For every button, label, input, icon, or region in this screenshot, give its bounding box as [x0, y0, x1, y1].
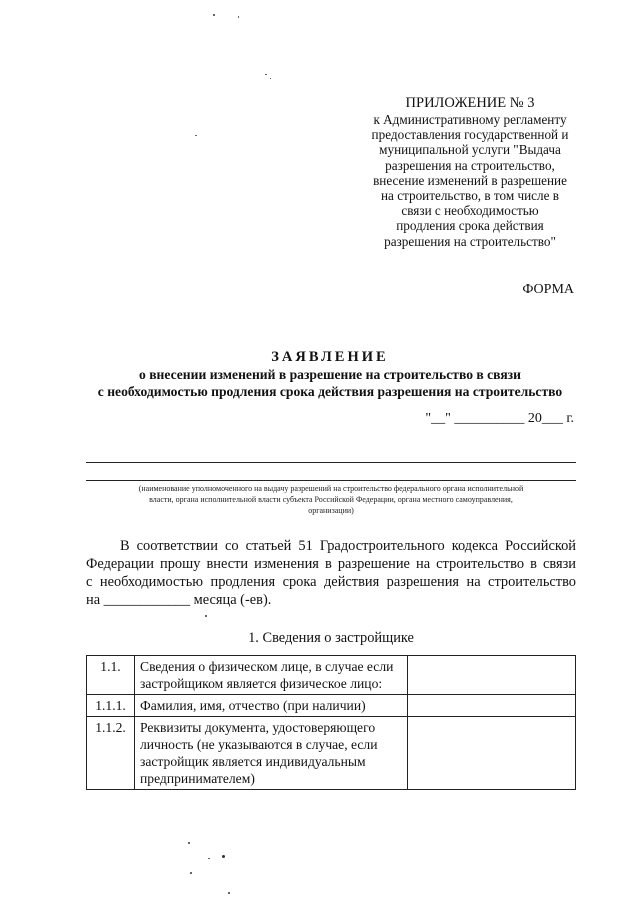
row-number: 1.1.1. [87, 695, 135, 717]
scan-speck [270, 78, 271, 79]
scan-speck [190, 872, 192, 874]
row-value-cell[interactable] [408, 717, 576, 790]
appendix-line: продления срока действия [396, 218, 544, 234]
scan-speck [205, 615, 207, 617]
row-label-line: личность (не указываются в случае, если [140, 737, 378, 752]
authority-blank-line [86, 462, 576, 463]
row-label [135, 656, 408, 695]
scan-speck [222, 855, 225, 858]
row-number: 1.1.2. [87, 717, 135, 790]
paragraph-line: с необходимостью продления срока действия разрешения на строительство [86, 574, 576, 590]
row-label-line: застройщиком является физическое лицо: [140, 676, 383, 691]
appendix-line: муниципальной услуги "Выдача [379, 142, 561, 158]
row-label-line: предпринимателем) [140, 771, 255, 786]
title-subline: с необходимостью продления срока действия разрешения на строительство [97, 384, 563, 399]
appendix-line: к Административному регламенту [373, 112, 567, 127]
caption-line: (наименование уполномоченного на выдачу разрешений на строительство федерального органа исполнительной [138, 484, 524, 493]
row-value-cell[interactable] [408, 656, 576, 695]
caption-line: организации) [308, 506, 354, 515]
row-label-line: Фамилия, имя, отчество (при наличии) [140, 698, 366, 713]
table-row [87, 656, 576, 695]
authority-blank-line [86, 480, 576, 481]
appendix-line: внесение изменений в разрешение [373, 172, 567, 188]
row-label-line: Сведения о физическом лице, в случае если [140, 659, 394, 674]
document-title [70, 348, 590, 400]
appendix-line: разрешения на строительство, [385, 157, 555, 173]
appendix-line: на строительство, в том числе в [381, 188, 559, 204]
appendix-header [350, 95, 590, 249]
authority-caption [86, 483, 576, 516]
scan-speck [213, 14, 215, 16]
scan-speck [208, 858, 210, 859]
scan-speck [195, 135, 197, 136]
developer-info-table [86, 655, 576, 790]
title-subline: о внесении изменений в разрешение на строительство в связи [139, 367, 521, 382]
paragraph-line: на ____________ месяца (-ев). [86, 592, 272, 608]
scan-speck [228, 892, 230, 894]
row-label-line: Реквизиты документа, удостоверяющего [140, 720, 376, 735]
form-label: ФОРМА [522, 282, 574, 297]
row-label [135, 695, 408, 717]
section-title: 1. Сведения о застройщике [248, 630, 414, 646]
appendix-line: разрешения на строительство" [384, 233, 556, 249]
row-value-cell[interactable] [408, 695, 576, 717]
scan-speck [188, 842, 190, 844]
row-number: 1.1. [87, 656, 135, 695]
date-line: "__" __________ 20___ г. [425, 411, 574, 426]
title-main: ЗАЯВЛЕНИЕ [271, 349, 389, 365]
scan-speck [238, 16, 239, 18]
paragraph-line: Федерации прошу внести изменения в разрешение на строительство в связи [86, 556, 576, 572]
caption-line: власти, органа исполнительной власти субъекта Российской Федерации, органа местного самоуправления, [149, 495, 513, 504]
scan-speck [265, 74, 267, 75]
request-paragraph [86, 537, 576, 609]
appendix-line: предоставления государственной и [371, 127, 569, 143]
appendix-heading: ПРИЛОЖЕНИЕ № 3 [405, 95, 535, 111]
appendix-line: связи с необходимостью [401, 203, 539, 219]
paragraph-line: В соответствии со статьей 51 Градостроительного кодекса Российской [120, 538, 576, 554]
row-label-line: застройщик является индивидуальным [140, 754, 366, 769]
table-row [87, 695, 576, 717]
table-row [87, 717, 576, 790]
row-label [135, 717, 408, 790]
